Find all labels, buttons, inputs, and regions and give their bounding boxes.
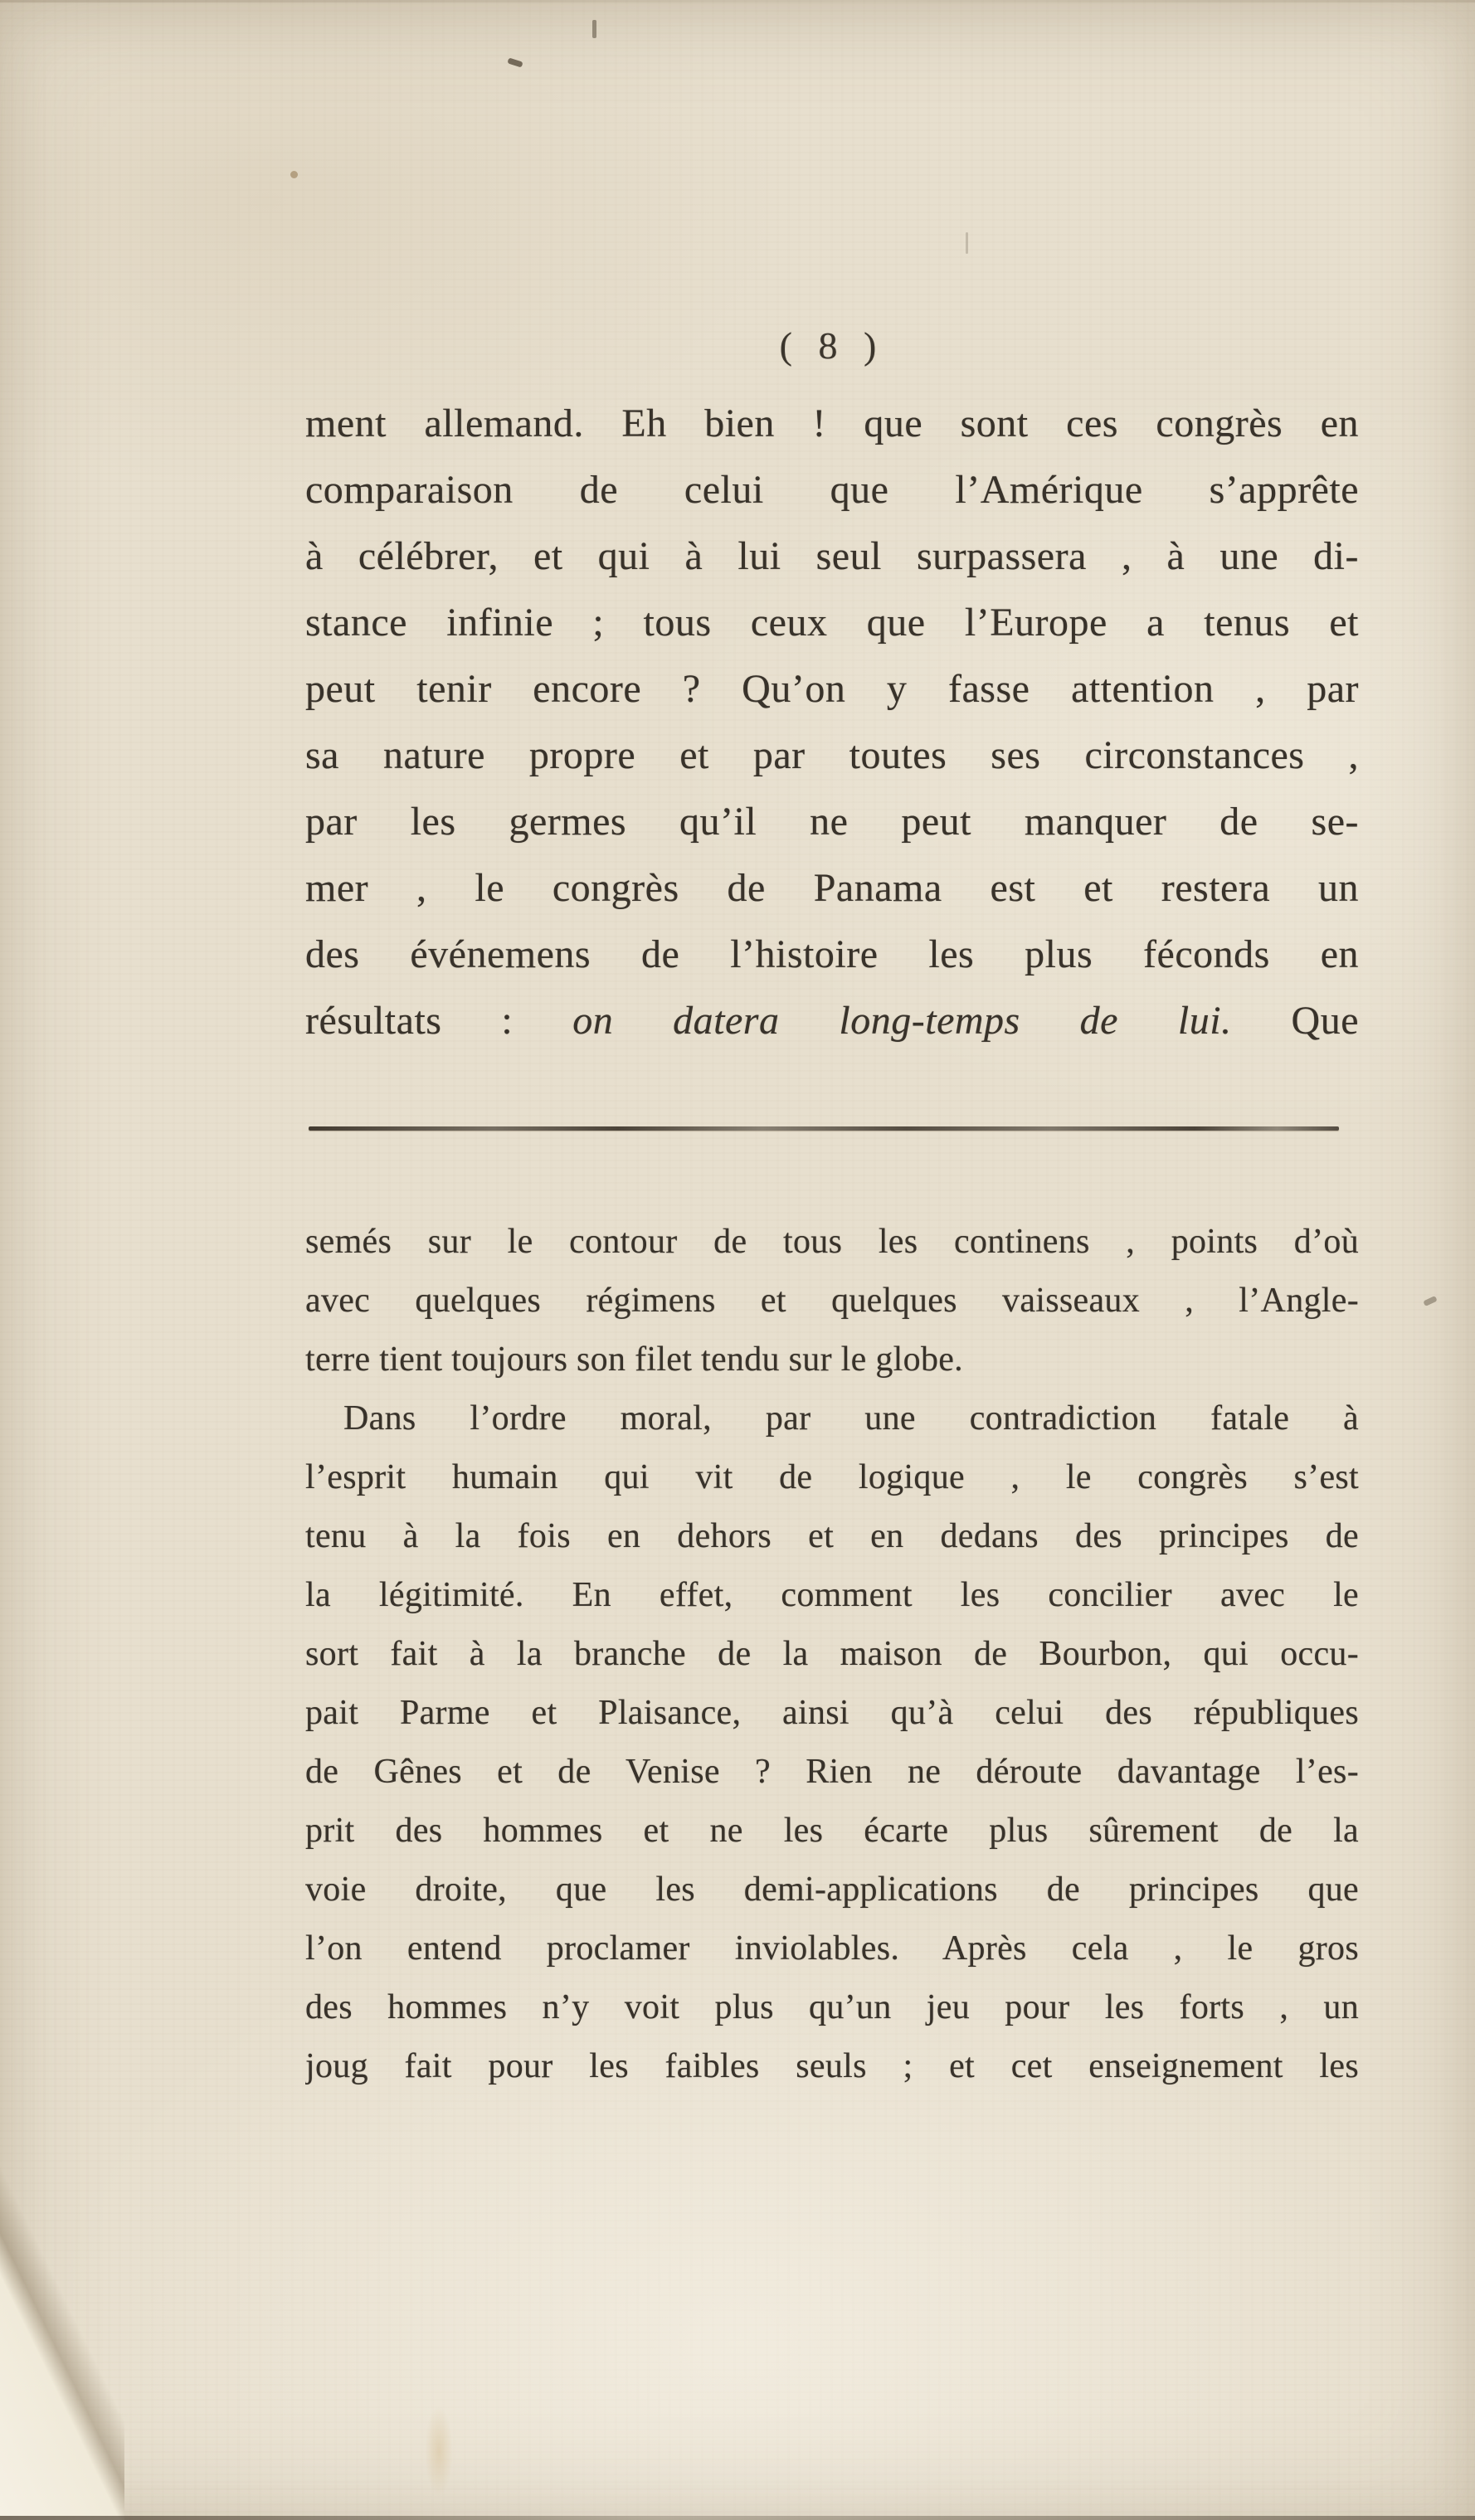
paper-speck xyxy=(507,57,523,67)
text-segment: résultats : xyxy=(305,999,573,1043)
text-segment: de Gênes et de Venise ? Rien ne déroute davantage l’es- xyxy=(305,1753,1359,1791)
text-line xyxy=(305,1802,1359,1861)
text-segment: mer , le congrès de Panama est et restera un xyxy=(305,866,1359,910)
text-line xyxy=(305,590,1359,656)
text-segment: l’esprit humain qui vit de logique , le congrès s’est xyxy=(305,1458,1359,1496)
footnote-separator-rule xyxy=(309,1126,1339,1131)
text-line xyxy=(305,1213,1359,1272)
text-line xyxy=(305,391,1359,457)
text-segment: semés sur le contour de tous les continens , points d’où xyxy=(305,1223,1359,1261)
text-segment: stance infinie ; tous ceux que l’Europe a tenus et xyxy=(305,601,1359,645)
text-segment: des événemens de l’histoire les plus féconds en xyxy=(305,932,1359,976)
text-line xyxy=(305,1978,1359,2037)
paper-speck xyxy=(592,20,596,38)
text-segment: Que xyxy=(1231,999,1359,1043)
text-line xyxy=(305,789,1359,855)
text-segment: ment allemand. Eh bien ! que sont ces congrès en xyxy=(305,401,1359,445)
paper-stain xyxy=(425,2406,453,2497)
page-curl-shadow xyxy=(0,2163,124,2520)
text-line xyxy=(305,656,1359,722)
text-line xyxy=(305,2037,1359,2096)
italic-phrase: on datera long-temps de lui. xyxy=(572,999,1232,1043)
text-segment: peut tenir encore ? Qu’on y fasse attention , par xyxy=(305,667,1359,711)
text-segment: voie droite, que les demi-applications de principes que xyxy=(305,1871,1359,1909)
text-line xyxy=(305,1743,1359,1802)
text-line xyxy=(305,1448,1359,1507)
text-segment: tenu à la fois en dehors et en dedans des principes de xyxy=(305,1517,1359,1555)
text-line xyxy=(305,1566,1359,1625)
text-segment: prit des hommes et ne les écarte plus sûrement de la xyxy=(305,1812,1359,1850)
paper-speck xyxy=(966,232,968,254)
footnote-block xyxy=(305,1213,1359,2096)
page-number: ( 8 ) xyxy=(779,324,885,367)
text-line xyxy=(305,1389,1359,1448)
text-line xyxy=(305,1331,1359,1389)
scan-bottom-edge xyxy=(0,2516,1475,2520)
text-line xyxy=(305,1919,1359,1978)
text-line xyxy=(305,722,1359,789)
text-segment: Dans l’ordre moral, par une contradiction fatale à xyxy=(343,1399,1359,1438)
text-line xyxy=(305,457,1359,523)
text-line xyxy=(305,1861,1359,1919)
text-segment: sa nature propre et par toutes ses circonstances , xyxy=(305,733,1359,777)
text-segment: par les germes qu’il ne peut manquer de se- xyxy=(305,800,1359,844)
text-line xyxy=(305,1625,1359,1684)
main-text-block xyxy=(305,391,1359,1054)
text-line xyxy=(305,855,1359,922)
paper-speck xyxy=(290,171,298,178)
text-segment: la légitimité. En effet, comment les concilier avec le xyxy=(305,1576,1359,1614)
text-line xyxy=(305,1272,1359,1331)
text-segment: pait Parme et Plaisance, ainsi qu’à celui des républiques xyxy=(305,1694,1359,1732)
text-line xyxy=(305,523,1359,590)
paper-speck xyxy=(1423,1296,1437,1306)
scan-top-edge xyxy=(0,0,1475,2)
text-line xyxy=(305,922,1359,988)
text-segment: l’on entend proclamer inviolables. Après cela , le gros xyxy=(305,1929,1359,1968)
text-segment: des hommes n’y voit plus qu’un jeu pour les forts , un xyxy=(305,1988,1359,2026)
text-line xyxy=(305,1684,1359,1743)
text-line xyxy=(305,988,1359,1054)
text-line xyxy=(305,1507,1359,1566)
text-segment: à célébrer, et qui à lui seul surpassera , à une di- xyxy=(305,534,1359,578)
text-segment: sort fait à la branche de la maison de Bourbon, qui occu- xyxy=(305,1635,1359,1673)
text-segment: terre tient toujours son filet tendu sur le globe. xyxy=(305,1340,963,1379)
text-segment: comparaison de celui que l’Amérique s’apprête xyxy=(305,468,1359,512)
text-segment: joug fait pour les faibles seuls ; et cet enseignement les xyxy=(305,2047,1359,2085)
text-segment: avec quelques régimens et quelques vaisseaux , l’Angle- xyxy=(305,1282,1359,1320)
